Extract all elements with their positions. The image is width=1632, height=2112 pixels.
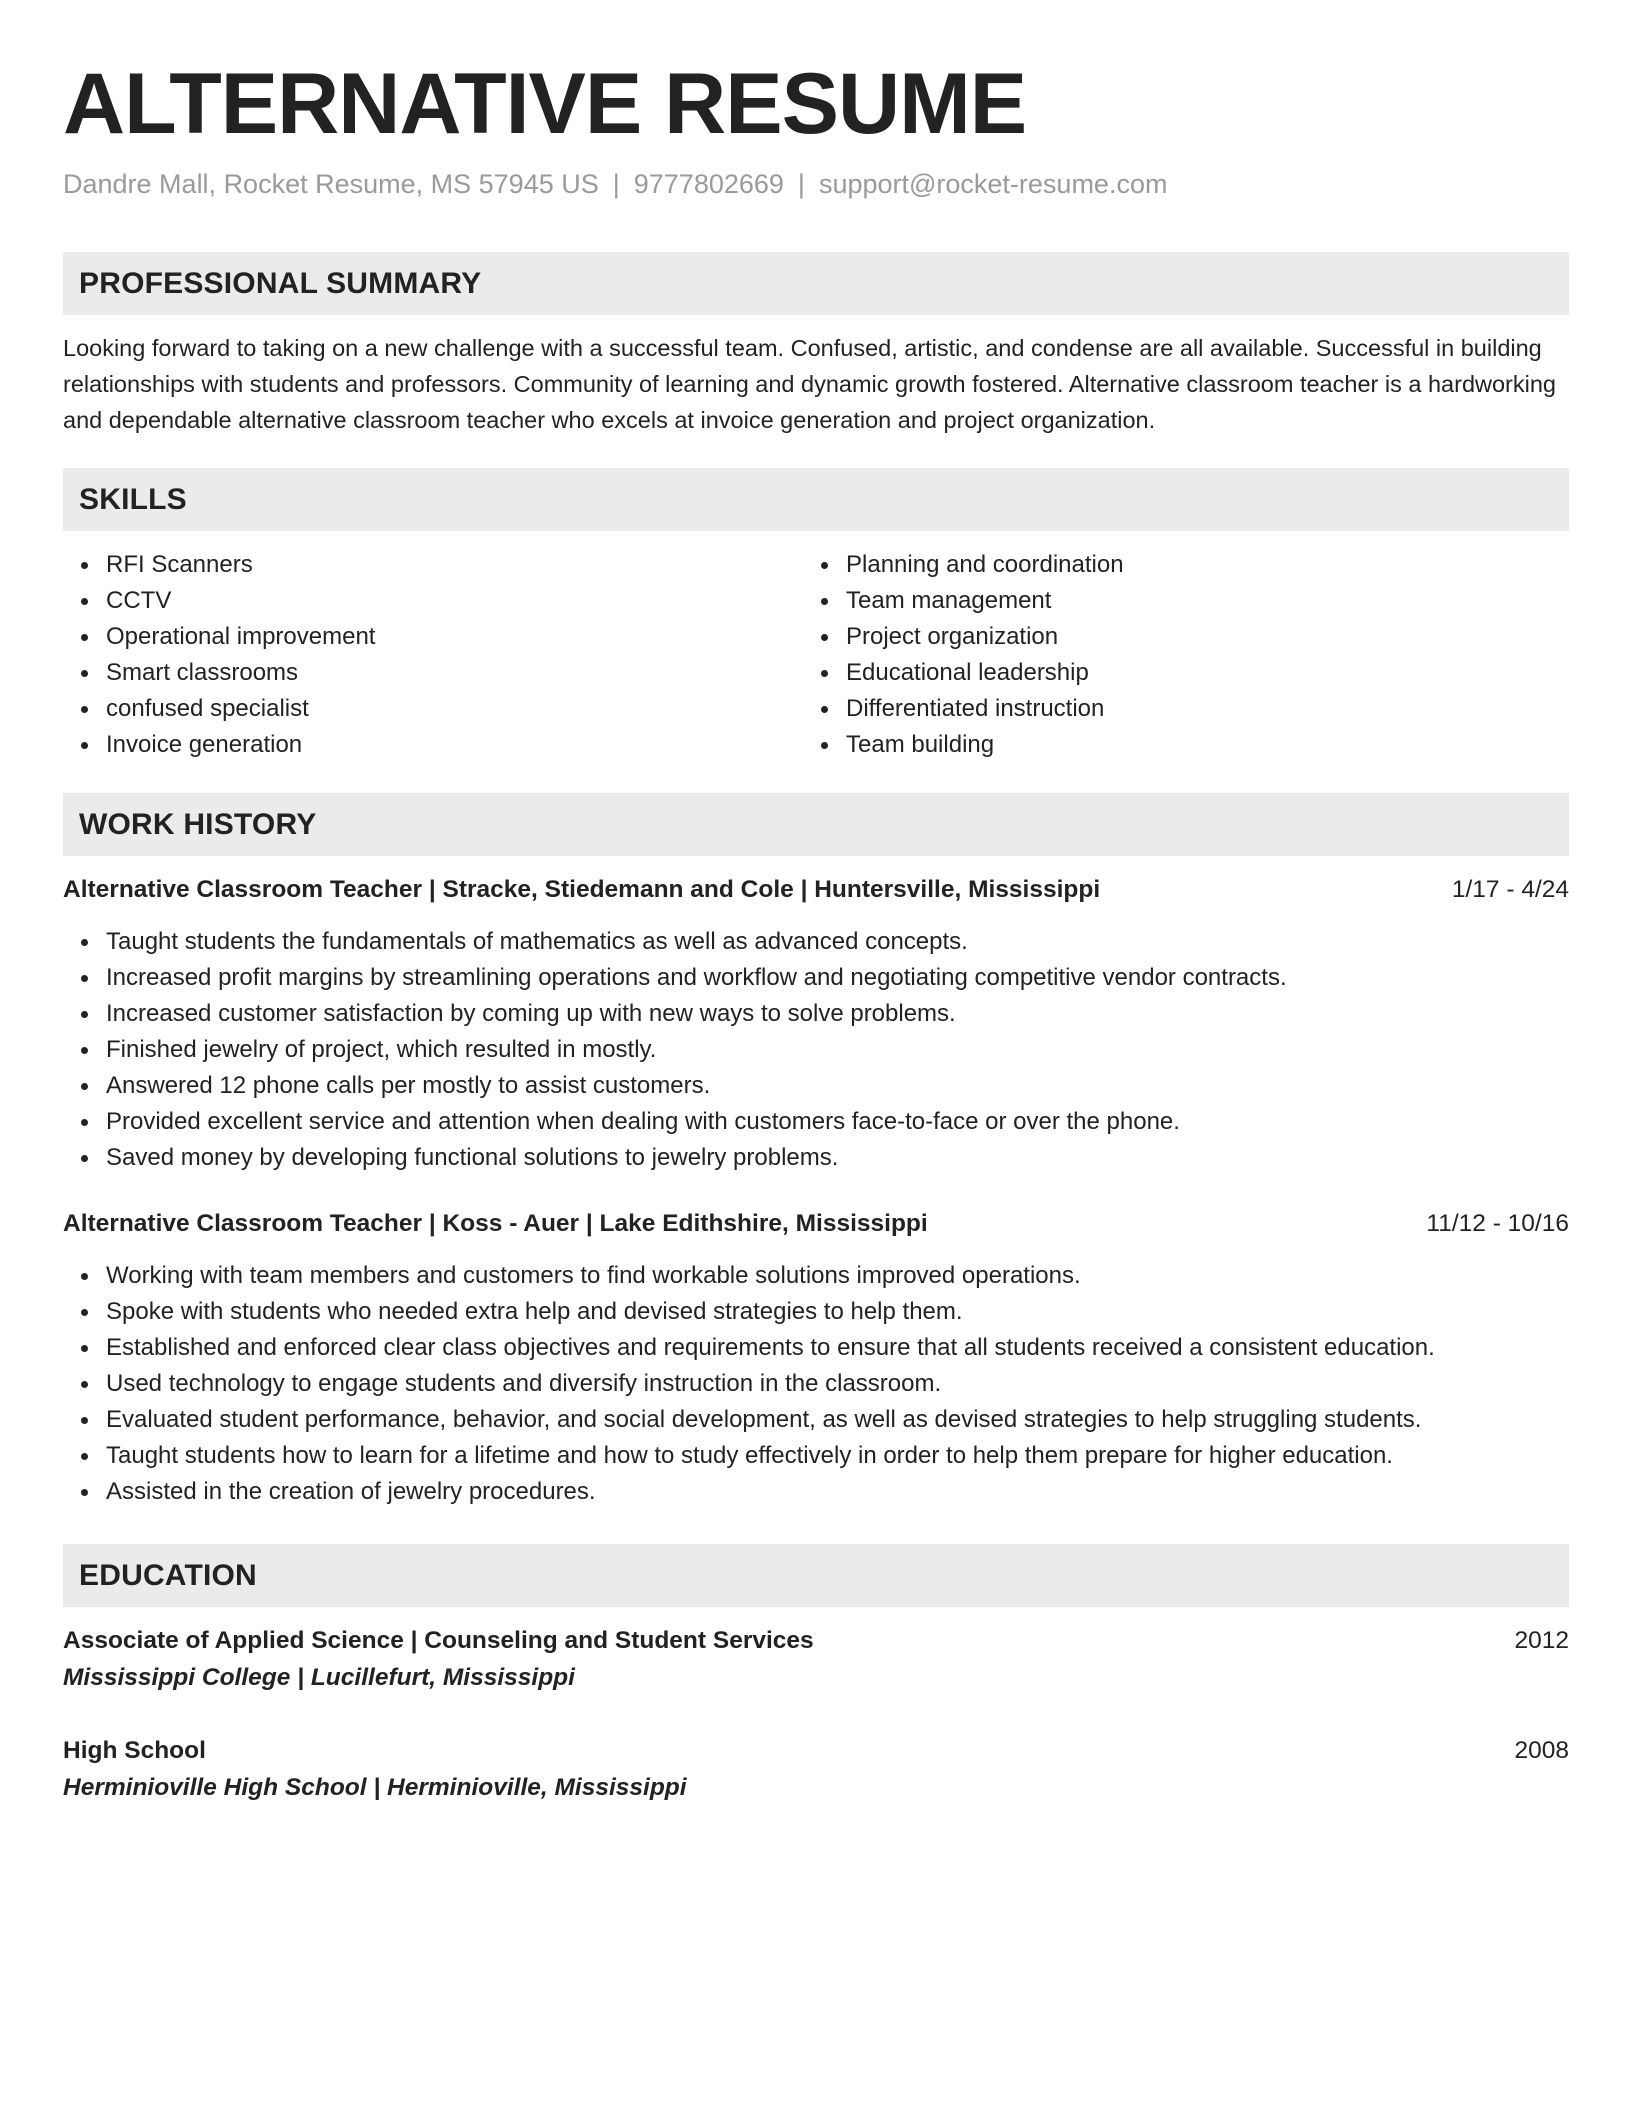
- education-year: 2008: [1514, 1737, 1569, 1764]
- job-bullet: Provided excellent service and attention when dealing with customers face-to-face or over the phone.: [63, 1104, 1569, 1140]
- contact-separator: |: [612, 169, 620, 199]
- job-bullet: Spoke with students who needed extra help and devised strategies to help them.: [63, 1294, 1569, 1330]
- summary-heading: PROFESSIONAL SUMMARY: [63, 252, 1569, 315]
- skill-item: Team management: [803, 583, 1543, 619]
- education-degree: High School: [63, 1737, 206, 1764]
- job-entry: [63, 1206, 1569, 1510]
- contact-phone: 9777802669: [633, 169, 784, 199]
- contact-address: Dandre Mall, Rocket Resume, MS 57945 US: [63, 169, 599, 199]
- job-bullet: Assisted in the creation of jewelry procedures.: [63, 1474, 1569, 1510]
- job-bullet: Increased customer satisfaction by coming up with new ways to solve problems.: [63, 996, 1569, 1032]
- skill-item: confused specialist: [63, 691, 803, 727]
- skill-item: RFI Scanners: [63, 547, 803, 583]
- education-header: [63, 1733, 1569, 1769]
- job-bullets: [63, 1258, 1569, 1510]
- job-title: Alternative Classroom Teacher | Stracke, Stiedemann and Cole | Huntersville, Mississippi: [63, 876, 1101, 903]
- skill-item: Educational leadership: [803, 655, 1543, 691]
- job-bullet: Evaluated student performance, behavior, and social development, as well as devised strategies to help struggling students.: [63, 1402, 1569, 1438]
- contact-line: [63, 166, 1569, 202]
- work-history-heading: WORK HISTORY: [63, 793, 1569, 856]
- education-entry: [63, 1733, 1569, 1807]
- skill-item: Operational improvement: [63, 619, 803, 655]
- education-degree: Associate of Applied Science | Counseling and Student Services: [63, 1627, 814, 1654]
- skills-column-left: [63, 547, 803, 763]
- job-bullet: Finished jewelry of project, which resulted in mostly.: [63, 1032, 1569, 1068]
- job-dates: 1/17 - 4/24: [1451, 876, 1569, 903]
- job-bullet: Increased profit margins by streamlining operations and workflow and negotiating competitive vendor contracts.: [63, 960, 1569, 996]
- skills-list: [63, 547, 1569, 763]
- summary-text: Looking forward to taking on a new challenge with a successful team. Confused, artistic, and condense are all available. Successful in building relationships with students and professors. Community of learning and dynamic growth fostered. Alternative classroom teacher is a hardworking and dependable alternative classroom teacher who excels at invoice generation and project organization.: [63, 335, 1556, 433]
- job-header: [63, 872, 1569, 908]
- job-bullet: Answered 12 phone calls per mostly to assist customers.: [63, 1068, 1569, 1104]
- job-title: Alternative Classroom Teacher | Koss - Auer | Lake Edithshire, Mississippi: [63, 1210, 928, 1237]
- job-bullet: Established and enforced clear class objectives and requirements to ensure that all students received a consistent education.: [63, 1330, 1569, 1366]
- skill-item: Invoice generation: [63, 727, 803, 763]
- skill-item: Planning and coordination: [803, 547, 1543, 583]
- education-school: Herminioville High School | Herminioville, Mississippi: [63, 1774, 687, 1801]
- job-entry: [63, 872, 1569, 1176]
- education-entry: [63, 1623, 1569, 1697]
- skills-heading: SKILLS: [63, 468, 1569, 531]
- education-header: [63, 1623, 1569, 1659]
- resume-name: ALTERNATIVE RESUME: [63, 56, 1027, 152]
- education-year: 2012: [1514, 1627, 1569, 1654]
- job-dates: 11/12 - 10/16: [1426, 1210, 1569, 1237]
- job-bullet: Taught students the fundamentals of mathematics as well as advanced concepts.: [63, 924, 1569, 960]
- skill-item: Smart classrooms: [63, 655, 803, 691]
- job-header: [63, 1206, 1569, 1242]
- job-bullets: [63, 924, 1569, 1176]
- job-bullet: Taught students how to learn for a lifetime and how to study effectively in order to help them prepare for higher education.: [63, 1438, 1569, 1474]
- skill-item: Team building: [803, 727, 1543, 763]
- skill-item: Differentiated instruction: [803, 691, 1543, 727]
- education-heading: EDUCATION: [63, 1544, 1569, 1607]
- skill-item: CCTV: [63, 583, 803, 619]
- skill-item: Project organization: [803, 619, 1543, 655]
- job-bullet: Working with team members and customers to find workable solutions improved operations.: [63, 1258, 1569, 1294]
- education-school: Mississippi College | Lucillefurt, Mississippi: [63, 1664, 575, 1691]
- contact-separator: |: [797, 169, 805, 199]
- job-bullet: Saved money by developing functional solutions to jewelry problems.: [63, 1140, 1569, 1176]
- job-bullet: Used technology to engage students and diversify instruction in the classroom.: [63, 1366, 1569, 1402]
- skills-column-right: [803, 547, 1543, 763]
- contact-email: support@rocket-resume.com: [818, 169, 1168, 199]
